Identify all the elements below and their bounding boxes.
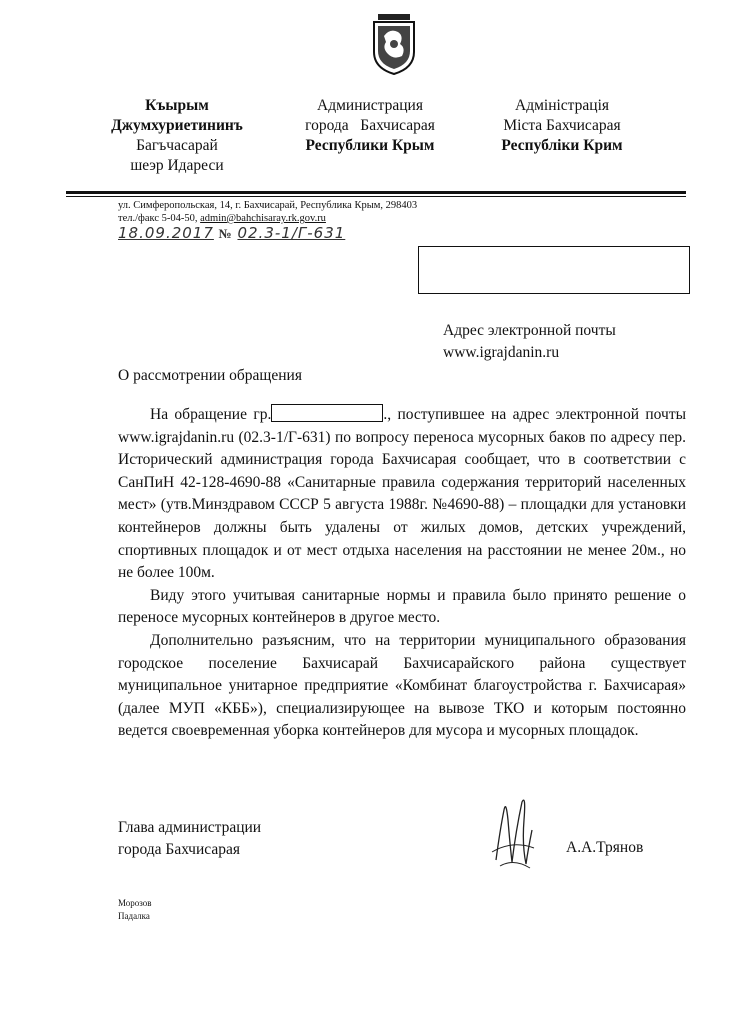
email-link[interactable]: admin@bahchisaray.rk.gov.ru [200,213,326,224]
address-block [118,199,417,225]
header-russian [286,96,454,156]
header-rule-thick [66,191,686,194]
handwritten-signature [482,790,542,870]
recipient-line2: www.igrajdanin.ru [443,344,560,361]
address-line: ул. Симферопольская, 14, г. Бахчисарай, Республика Крым, 298403 [118,200,418,211]
header-ru-line1: Администрация [317,97,423,114]
header-ua-line2: Міста Бахчисарая [503,117,621,134]
header-ru-line2: города Бахчисарая [305,117,435,134]
registration-number: 02.3-1/Г-631 [237,224,346,242]
registration-date: 18.09.2017 [118,224,214,242]
number-sign: № [218,226,233,241]
body-paragraph-2: Виду этого учитывая санитарные нормы и правила было принято решение о переносе мусорных контейнеров в другое место. [118,586,686,627]
header-ct-line2: Джумхуриетининъ [111,117,243,134]
header-crimean-tatar [92,96,262,176]
executor-2: Падалка [118,911,150,921]
executor-1: Морозов [118,898,152,908]
p1-start: На обращение гр. [150,406,272,423]
signatory-title-line2: города Бахчисарая [118,841,240,858]
body-paragraph-1 [118,404,686,585]
header-ct-line4: шеэр Идареси [130,157,224,174]
header-ua-line1: Адміністрація [515,97,609,114]
letter-subject: О рассмотрении обращения [118,367,302,384]
p1-rest: ., поступившее на адрес электронной почты www.igrajdanin.ru (02.3-1/Г-631) по вопросу переноса мусорных баков по адресу пер. Исторический администрация города Бахчисарая сообщает, что в соответствии с СанПиН 42-128-4690-88 «Санитарные правила содержания территорий населенных мест» (утв.Минздравом СССР 5 августа 1988г. №4690-88) – площадки для установки контейнеров должны быть удалены от жилых домов, детских учреждений, спортивных площадок и от мест отдыха населения на расстоянии не менее 20м., но не более 100м. [118,406,687,582]
letter-body [118,404,686,743]
header-ct-line3: Багъчасарай [136,137,218,154]
coat-of-arms-icon [372,14,416,76]
phone-text: тел./факс 5-04-50, [118,213,201,224]
redacted-recipient-box [418,246,690,294]
signatory-title-line1: Глава администрации [118,819,262,836]
signatory-name: А.А.Трянов [566,839,644,856]
signatory-title [118,817,261,861]
header-ru-line3: Республики Крым [305,137,435,154]
registration-line [118,224,345,243]
redacted-name-box [271,404,383,422]
executor-list [118,897,152,923]
body-paragraph-3: Дополнительно разъясним, что на территории муниципального образования городское поселение Бахчисарай Бахчисарайского района существует муниципальное унитарное предприятие «Комбинат благоустройства г. Бахчисарая» (далее МУП «КББ»), специализирующее на вывозе ТКО и которым постоянно ведется своевременная уборка контейнеров для мусора и мусорных площадок. [118,631,686,740]
recipient-line1: Адрес электронной почты [443,322,616,339]
header-ukrainian [482,96,642,156]
recipient-block [443,320,616,364]
header-rule-thin [66,196,686,197]
header-ct-line1: Къырым [145,97,209,114]
header-ua-line3: Республіки Крим [501,137,623,154]
